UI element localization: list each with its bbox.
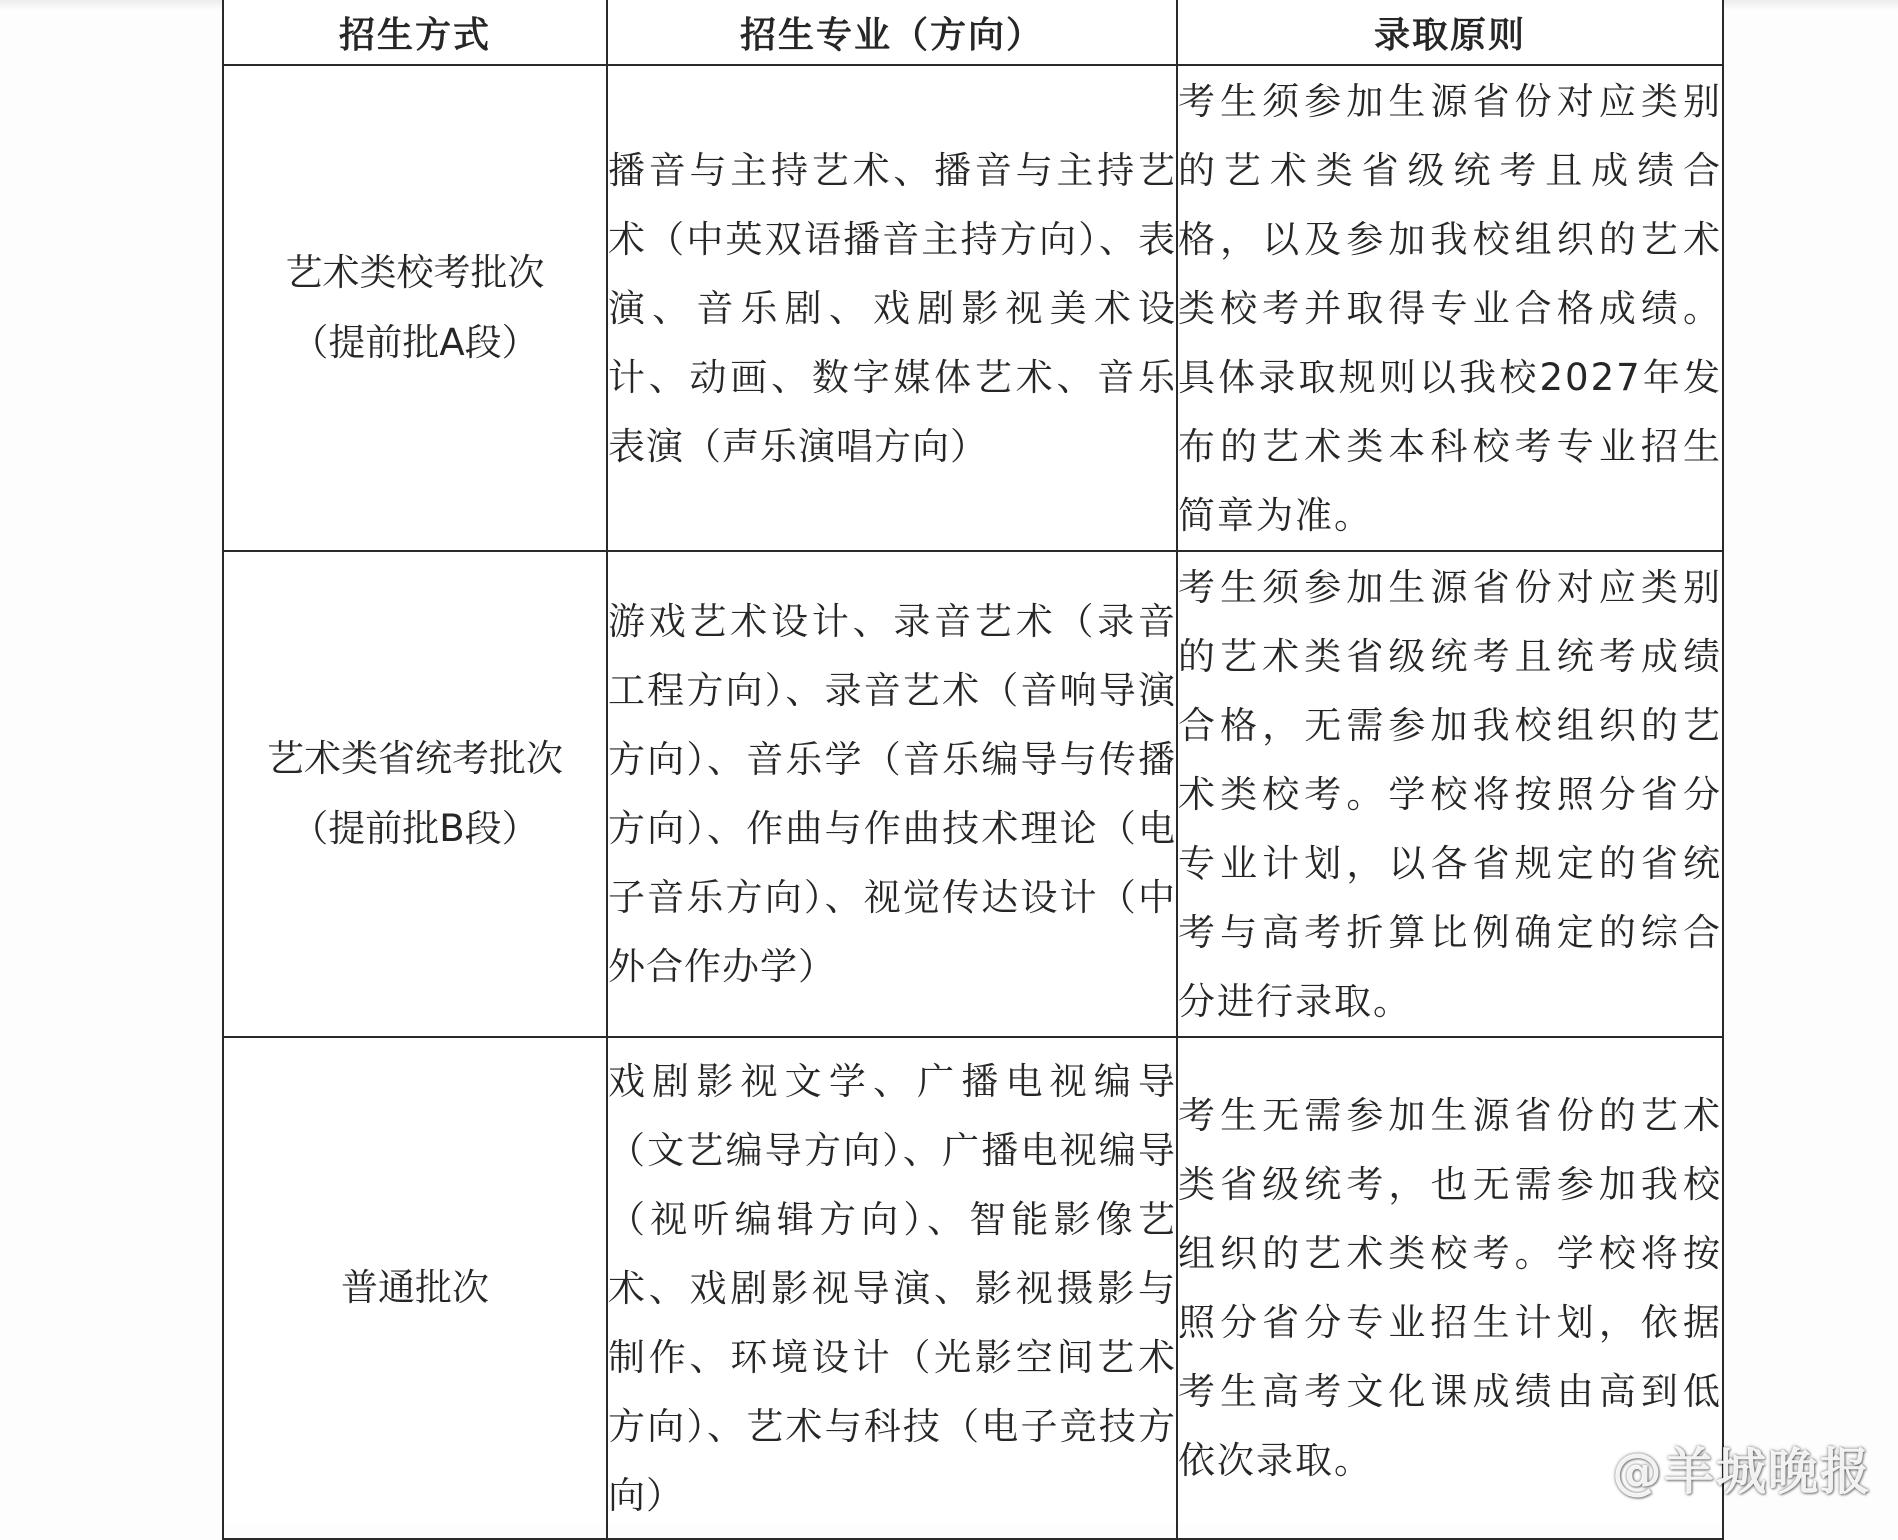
method-cell (223, 65, 607, 551)
majors-cell: 戏剧影视文学、广播电视编导（文艺编导方向）、广播电视编导（视听编辑方向）、智能影像艺术、戏剧影视导演、影视摄影与制作、环境设计（光影空间艺术方向）、艺术与科技（电子竞技方向） (607, 1037, 1177, 1539)
method-line: （提前批A段） (291, 321, 539, 364)
method-line: 艺术类省统考批次 (267, 737, 563, 780)
table-row (223, 551, 1723, 1037)
majors-cell: 游戏艺术设计、录音艺术（录音工程方向）、录音艺术（音响导演方向）、音乐学（音乐编导与传播方向）、作曲与作曲技术理论（电子音乐方向）、视觉传达设计（中外合作办学） (607, 551, 1177, 1037)
method-cell (223, 1037, 607, 1539)
table-header (223, 0, 1723, 65)
source-watermark (1536, 1432, 1872, 1504)
rules-cell: 考生须参加生源省份对应类别的艺术类省级统考且统考成绩合格，无需参加我校组织的艺术类校考。学校将按照分省分专业计划，以各省规定的省统考与高考折算比例确定的综合分进行录取。 (1177, 551, 1723, 1037)
majors-cell: 播音与主持艺术、播音与主持艺术（中英双语播音主持方向）、表演、音乐剧、戏剧影视美术设计、动画、数字媒体艺术、音乐表演（声乐演唱方向） (607, 65, 1177, 551)
method-line: （提前批B段） (291, 807, 539, 850)
method-line: 艺术类校考批次 (285, 251, 545, 294)
method-line: 普通批次 (341, 1266, 489, 1309)
weibo-logo-icon (1536, 1441, 1602, 1495)
method-cell (223, 551, 607, 1037)
rules-cell: 考生无需参加生源省份的艺术类省级统考，也无需参加我校组织的艺术类校考。学校将按照分省分专业招生计划，依据考生高考文化课成绩由高到低依次录取。 (1177, 1037, 1723, 1539)
admission-table (222, 0, 1724, 1540)
header-rules: 录取原则 (1177, 0, 1723, 65)
rules-cell: 考生须参加生源省份对应类别的艺术类省级统考且成绩合格，以及参加我校组织的艺术类校考并取得专业合格成绩。具体录取规则以我校2027年发布的艺术类本科校考专业招生简章为准。 (1177, 65, 1723, 551)
table-row (223, 65, 1723, 551)
header-method: 招生方式 (223, 0, 607, 65)
header-majors: 招生专业（方向） (607, 0, 1177, 65)
table-row (223, 1037, 1723, 1539)
watermark-text: @羊城晚报 (1612, 1443, 1872, 1501)
